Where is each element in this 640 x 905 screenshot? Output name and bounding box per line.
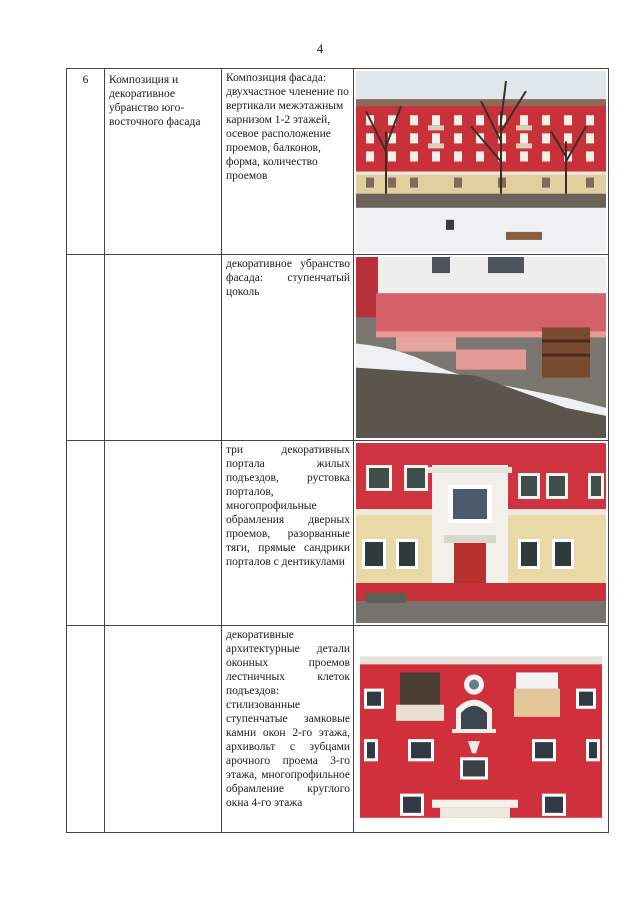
- element-description: три декоративных портала жилых подъездов, рустовка порталов, многопрофильные обрамления дверных проемов, разорванные тяги, прямые сандрики порталов с дентикулами: [222, 441, 354, 626]
- element-name: Композиция и декоративное убранство юго-восточного фасада: [105, 69, 222, 255]
- facade-overview-photo: [356, 71, 606, 252]
- element-name: [105, 255, 222, 441]
- element-name: [105, 441, 222, 626]
- row-number: [67, 441, 105, 626]
- row-number: [67, 255, 105, 441]
- row-number: 6: [67, 69, 105, 255]
- photo-cell: [354, 441, 609, 626]
- element-description: декоративные архитектурные детали оконных проемов лестничных клеток подъездов: стилизованные ступенчатые замковые камни окон 2-го этажа, архивольт с зубцами арочного проема 3-го этажа, многопрофильное обрамление круглого окна 4-го этажа: [222, 626, 354, 833]
- element-description: декоративное убранство фасада: ступенчатый цоколь: [222, 255, 354, 441]
- table-row: [67, 441, 609, 626]
- entrance-portal-photo: [356, 443, 606, 623]
- plinth-photo: [356, 257, 606, 438]
- photo-cell: [354, 626, 609, 833]
- table-row: [67, 69, 609, 255]
- photo-cell: [354, 69, 609, 255]
- page-number: 4: [316, 41, 324, 56]
- table-row: [67, 626, 609, 833]
- element-description: Композиция фасада: двухчастное членение по вертикали межэтажным карнизом 1-2 этажей, осевое расположение проемов, балконов, форма, количество проемов: [222, 69, 354, 255]
- monument-elements-table: [66, 68, 609, 833]
- table-row: [67, 255, 609, 441]
- element-name: [105, 626, 222, 833]
- photo-cell: [354, 255, 609, 441]
- staircase-windows-photo: [356, 628, 606, 830]
- row-number: [67, 626, 105, 833]
